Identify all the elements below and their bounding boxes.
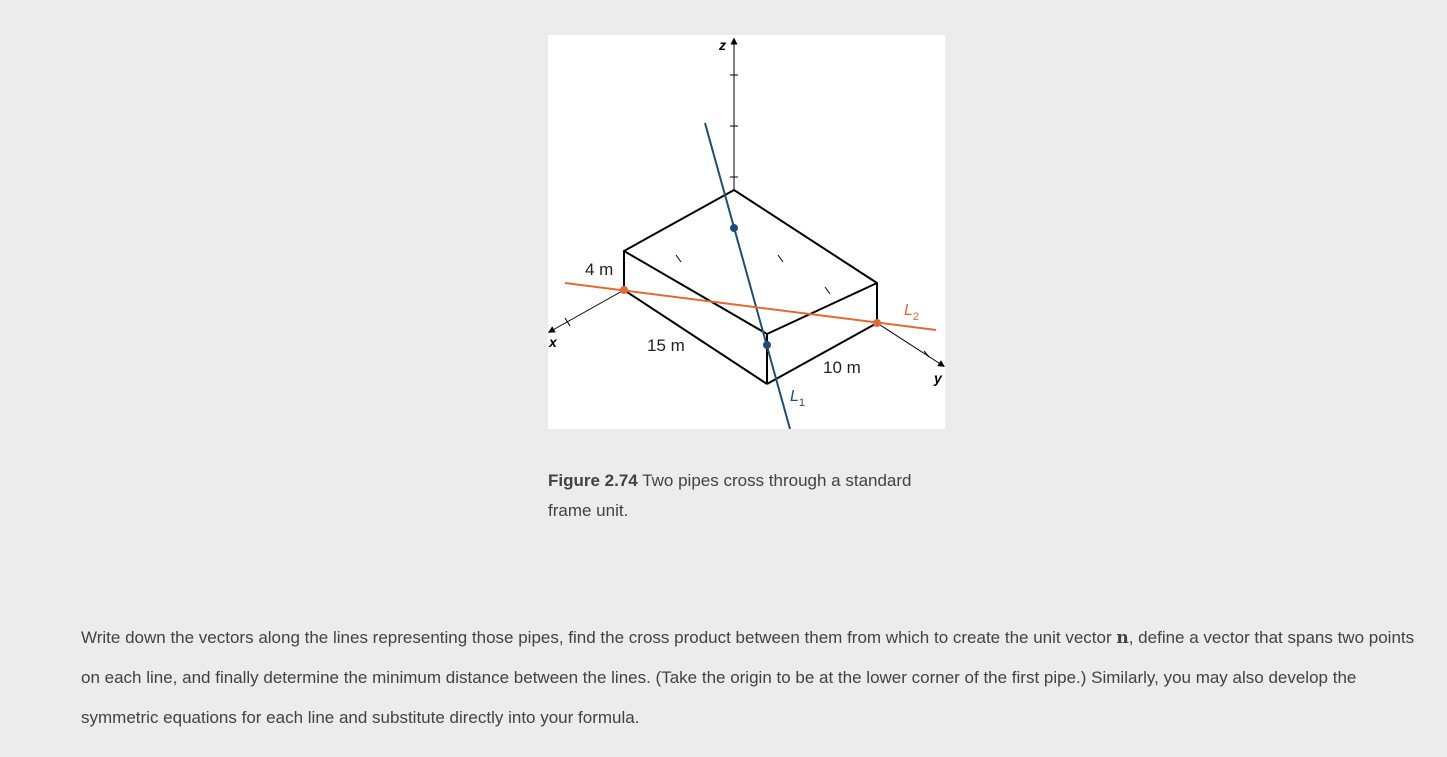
exercise-text-part-1: Write down the vectors along the lines representing those pipes, find the cross product between them from which to create the unit vector — [81, 628, 1117, 647]
line-l2-point-left — [620, 286, 628, 294]
figure-diagram — [548, 35, 945, 429]
x-axis-tick — [565, 318, 570, 326]
figure-caption — [548, 466, 948, 526]
frame-unit-diagram — [548, 35, 945, 429]
x-axis — [551, 290, 624, 331]
figure-number: Figure 2.74 — [548, 471, 638, 490]
width-label: 10 m — [823, 358, 861, 377]
figure-caption-text: Two pipes cross through a standard frame unit. — [548, 471, 912, 520]
line-l1-point-top — [730, 224, 738, 232]
line-l1 — [705, 123, 790, 429]
height-label: 4 m — [585, 260, 614, 279]
exercise-text-part-2: , define a vector that spans two points on each line, and finally determine the minimum distance between the lines. (Take the origin to be at the lower corner of the first pipe.) Similarly, you may also develop the symmetric equations for each line and substitute directly into your formula. — [81, 628, 1415, 727]
unit-vector-symbol: n — [1116, 628, 1129, 648]
length-label: 15 m — [647, 336, 685, 355]
z-axis-label: z — [719, 37, 726, 53]
exercise-text — [81, 618, 1421, 738]
line-l1-label: $L_1$ — [790, 388, 806, 409]
box-ticks — [676, 255, 830, 294]
line-l2-point-right — [873, 319, 881, 327]
y-axis-label: y — [934, 370, 942, 386]
line-l1-point-bottom — [763, 341, 771, 349]
line-l2-label: $L_2$ — [904, 302, 920, 323]
x-axis-label: x — [549, 334, 557, 350]
